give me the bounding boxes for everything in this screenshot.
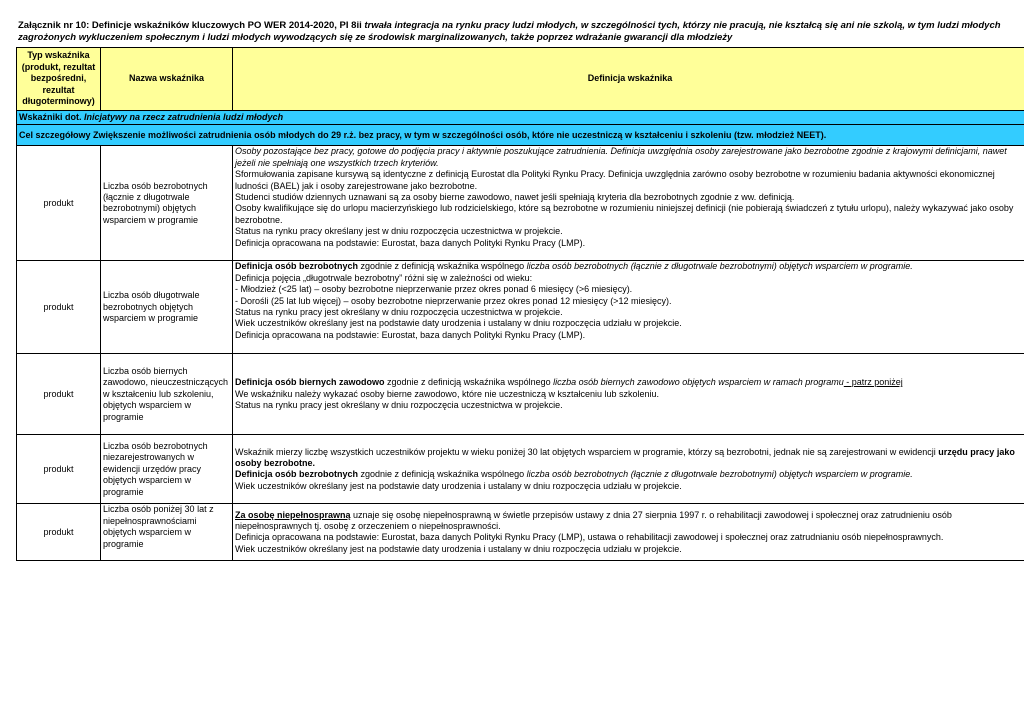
- definition-line: Wiek uczestników określany jest na podstawie daty urodzenia i ustalany w dniu rozpoczęcia udziału w projekcie.: [235, 480, 682, 491]
- indicator-type: produkt: [17, 146, 101, 261]
- definition-line: [235, 469, 1024, 480]
- header-name: Nazwa wskaźnika: [101, 48, 233, 111]
- section-row-initiative: [17, 111, 1024, 125]
- definition-line: We wskaźniku należy wykazać osoby bierne zawodowo, które nie uczestniczą w kształceniu lub szkoleniu.: [235, 388, 660, 399]
- indicator-name: Liczba osób długotrwale bezrobotnych objętych wsparciem w programie: [101, 261, 233, 354]
- table-row: [17, 261, 1024, 354]
- definition-line: [235, 261, 1024, 272]
- document-title: [18, 20, 1008, 44]
- header-type: Typ wskaźnika (produkt, rezultat bezpośredni, rezultat długoterminowy): [17, 48, 101, 111]
- indicator-name: Liczba osób poniżej 30 lat z niepełnosprawnościami objętych wsparciem w programie: [101, 504, 233, 561]
- definition-line: Definicja opracowana na podstawie: Eurostat, baza danych Polityki Rynku Pracy (LMP).: [235, 237, 586, 248]
- definition-line: Definicja pojęcia „długotrwale bezrobotny” różni się w zależności od wieku:: [235, 272, 533, 283]
- definition-line: [235, 447, 1024, 470]
- table-row: [17, 504, 1024, 561]
- indicator-type: produkt: [17, 261, 101, 354]
- table-header-row: [17, 48, 1024, 111]
- indicator-table: [16, 47, 1024, 561]
- definition-italic: liczba osób bezrobotnych (łącznie z długotrwale bezrobotnymi) objętych wsparciem w programie.: [526, 469, 913, 480]
- definition-line: Status na rynku pracy jest określany w dniu rozpoczęcia uczestnictwa w projekcie.: [235, 307, 563, 318]
- section-italic: Inicjatywy na rzecz zatrudnienia ludzi młodych: [84, 112, 284, 122]
- definition-bold: Definicja osób bezrobotnych: [235, 469, 359, 480]
- definition-bold: Za osobę niepełnosprawną: [235, 509, 351, 520]
- table-row: [17, 146, 1024, 261]
- indicator-name: Liczba osób bezrobotnych niezarejestrowanych w ewidencji urzędów pracy objętych wsparciem w programie: [101, 435, 233, 504]
- indicator-type: produkt: [17, 354, 101, 435]
- indicator-definition: [233, 435, 1024, 504]
- definition-line: Status na rynku pracy określany jest w dniu rozpoczęcia uczestnictwa w projekcie.: [235, 226, 563, 237]
- indicator-definition: [233, 504, 1024, 561]
- indicator-type: produkt: [17, 435, 101, 504]
- definition-line: - Młodzież (<25 lat) – osoby bezrobotne nieprzerwanie przez okres ponad 6 miesięcy (>6 miesięcy).: [235, 284, 633, 295]
- definition-text: zgodnie z definicją wskaźnika wspólnego: [358, 469, 527, 480]
- definition-line: Wiek uczestników określany jest na podstawie daty urodzenia i ustalany w dniu rozpoczęcia udziału w projekcie.: [235, 318, 682, 329]
- indicator-name: Liczba osób bezrobotnych (łącznie z długotrwale bezrobotnymi) objętych wsparciem w programie: [101, 146, 233, 261]
- title-italic-text: trwała integracja na rynku pracy ludzi młodych, w szczególności tych, którzy nie pracują, nie kształcą się ani nie szkolą, w tym ludzi młodych zagrożonych wykluczeniem społecznym i ludzi młodych wywodzących się ze środowisk marginalizowanych, także poprzez wdrażanie gwarancji dla młodzieży: [18, 20, 1001, 43]
- definition-line: Osoby kwalifikujące się do urlopu macierzyńskiego lub rodzicielskiego, które są bezrobotne w rozumieniu niniejszej definicji (nie pobierają świadczeń z tytułu urlopu), należy wykazywać jako osoby bezrobotne.: [235, 203, 1014, 225]
- definition-bold: Definicja osób bezrobotnych: [235, 261, 359, 272]
- indicator-definition: [233, 261, 1024, 354]
- definition-line: - Dorośli (25 lat lub więcej) – osoby bezrobotne nieprzerwanie przez okres ponad 12 miesięcy (>12 miesięcy).: [235, 295, 672, 306]
- definition-line: Osoby pozostające bez pracy, gotowe do podjęcia pracy i aktywnie poszukujące zatrudnienia. Definicja uwzględnia osoby zarejestrowane jako bezrobotne zgodnie z krajowymi definicjami, nawet jeżeli nie spełniają one wszystkich trzech kryteriów.: [235, 146, 1007, 168]
- see-below-link[interactable]: - patrz poniżej: [843, 377, 903, 388]
- definition-bold: urzędu pracy jako osoby bezrobotne.: [235, 446, 1015, 468]
- section-goal: Cel szczegółowy Zwiększenie możliwości zatrudnienia osób młodych do 29 r.ż. bez pracy, w tym w szczególności osób, które nie uczestniczą w kształceniu i szkoleniu (tzw. młodzież NEET).: [17, 125, 1024, 146]
- definition-line: [235, 377, 1024, 388]
- definition-line: Definicja opracowana na podstawie: Eurostat, baza danych Polityki Rynku Pracy (LMP), ustawa o rehabilitacji zawodowej i społecznej oraz zatrudnianiu osób niepełnosprawnych.: [235, 532, 944, 543]
- definition-line: Wiek uczestników określany jest na podstawie daty urodzenia i ustalany w dniu rozpoczęcia udziału w projekcie.: [235, 543, 682, 554]
- definition-italic: liczba osób biernych zawodowo objętych wsparciem w ramach programu: [553, 377, 844, 388]
- definition-line: Sformułowania zapisane kursywą są identyczne z definicją Eurostat dla Polityki Rynku Pracy. Definicja uwzględnia zarówno osoby bezrobotne w rozumieniu badania aktywności ekonomicznej ludności (BAEL) jak i osoby zarejestrowane jako bezrobotne.: [235, 169, 995, 191]
- table-row: [17, 354, 1024, 435]
- definition-text: zgodnie z definicją wskaźnika wspólnego: [358, 261, 527, 272]
- section-row-goal: [17, 125, 1024, 146]
- definition-line: Studenci studiów dziennych uznawani są za osoby bierne zawodowo, nawet jeśli spełniają kryteria dla bezrobotnych zgodnie z ww. definicją.: [235, 192, 795, 203]
- definition-line: Definicja opracowana na podstawie: Eurostat, baza danych Polityki Rynku Pracy (LMP).: [235, 329, 586, 340]
- indicator-type: produkt: [17, 504, 101, 561]
- section-prefix: Wskaźniki dot.: [19, 112, 85, 122]
- definition-line: Status na rynku pracy jest określany w dniu rozpoczęcia uczestnictwa w projekcie.: [235, 400, 563, 411]
- indicator-definition: [233, 146, 1024, 261]
- header-definition: Definicja wskaźnika: [233, 48, 1024, 111]
- definition-bold: Definicja osób biernych zawodowo: [235, 377, 385, 388]
- title-text: Załącznik nr 10: Definicje wskaźników kluczowych PO WER 2014-2020, PI 8ii: [18, 20, 365, 31]
- definition-text: uznaje się osobę niepełnosprawną w świetle przepisów ustawy z dnia 27 sierpnia 1997 r. o rehabilitacji zawodowej i społecznej oraz zatrudnieniu osób niepełnosprawnych tj. osobę z orzeczeniem o niepełnosprawności.: [235, 509, 952, 531]
- indicator-definition: [233, 354, 1024, 435]
- definition-italic: liczba osób bezrobotnych (łącznie z długotrwale bezrobotnymi) objętych wsparciem w programie.: [526, 261, 913, 272]
- section-initiative: [17, 111, 1024, 125]
- table-row: [17, 435, 1024, 504]
- definition-text: Wskaźnik mierzy liczbę wszystkich uczestników projektu w wieku poniżej 30 lat objętych wsparciem w programie, którzy są bezrobotni, jednak nie są zarejestrowani w ewidencji: [235, 446, 939, 457]
- definition-text: zgodnie z definicją wskaźnika wspólnego: [384, 377, 554, 388]
- indicator-name: Liczba osób biernych zawodowo, nieuczestniczących w kształceniu lub szkoleniu, objętych wsparciem w programie: [101, 354, 233, 435]
- definition-line: [235, 510, 1024, 533]
